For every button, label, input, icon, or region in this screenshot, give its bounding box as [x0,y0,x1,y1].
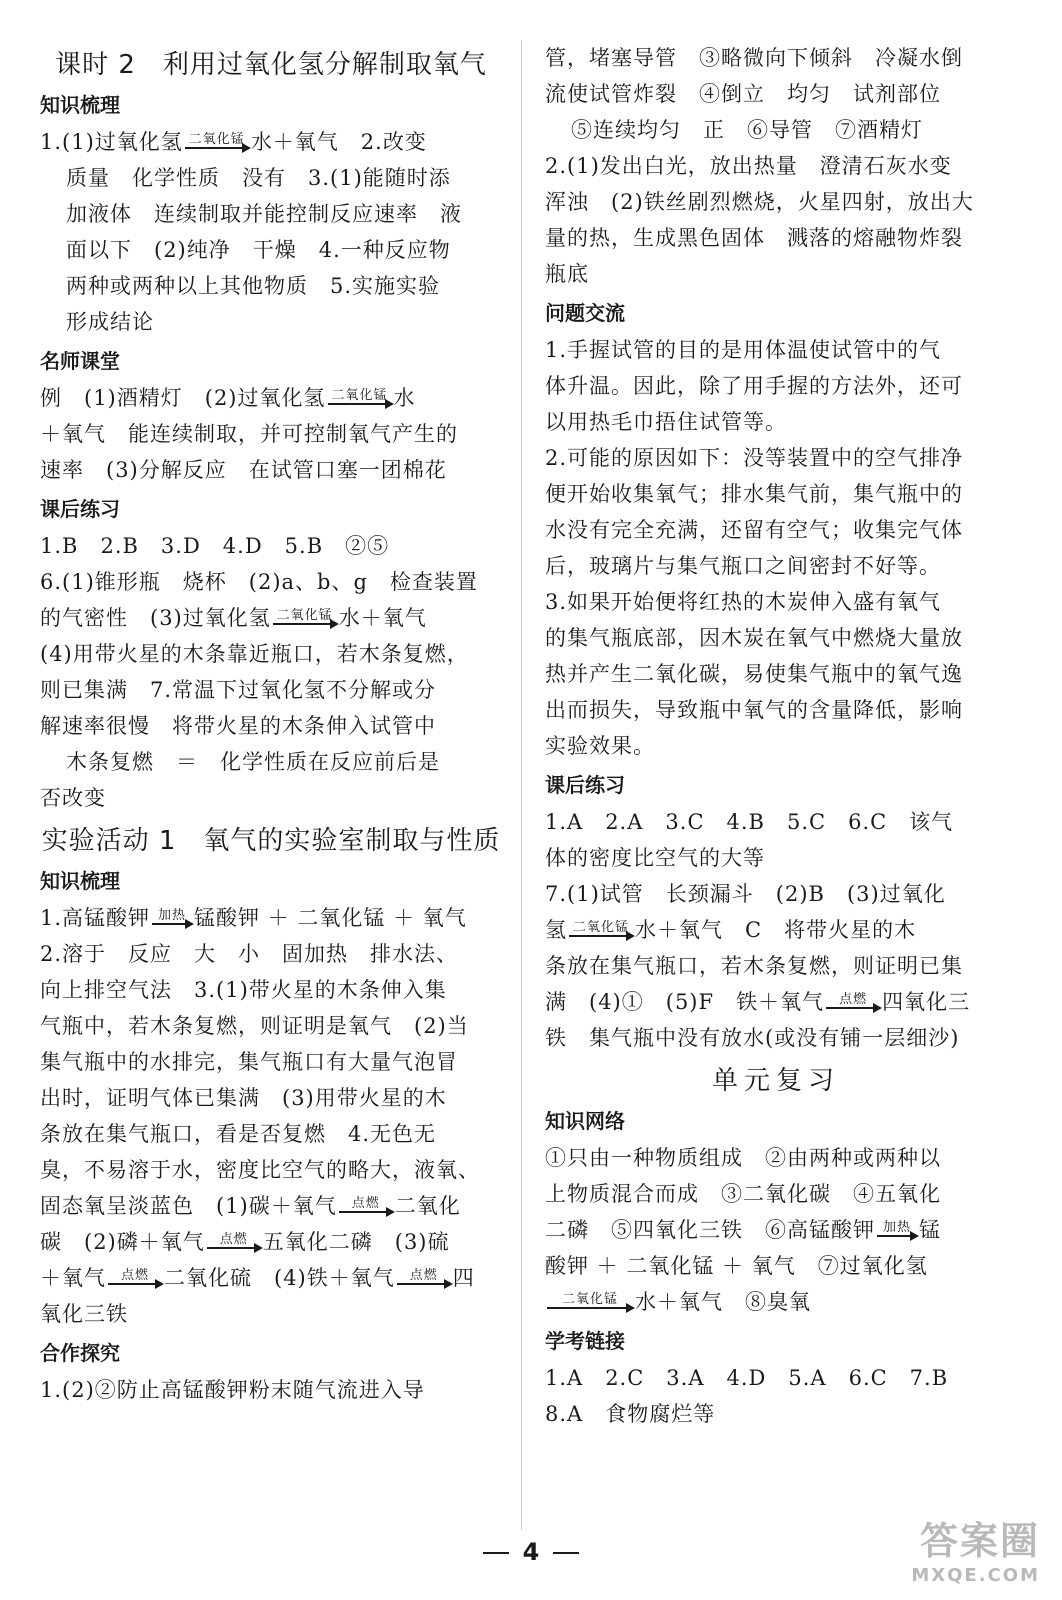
answer-line: 例 (1)酒精灯 (2)过氧化氢 二氧化锰 水 [40,386,416,410]
answer-line: 的集气瓶底部，因木炭在氧气中燃烧大量放 [545,626,963,650]
answer-line: 1.手握试管的目的是用体温使试管中的气 [545,338,942,362]
answer-line: 以用热毛巾捂住试管等。 [545,410,787,434]
answer-line: ＋氧气 能连续制取，并可控制氧气产生的 [40,422,458,446]
section-heading: 名师课堂 [40,349,120,373]
answer-line: 形成结论 [66,310,154,334]
answer-line: ⑤连续均匀 正 ⑥导管 ⑦酒精灯 [571,118,923,142]
reaction-arrow: 二氧化锰 [328,389,392,405]
answer-line: 2.溶于 反应 大 小 固加热 排水法、 [40,942,459,966]
answer-line: 质量 化学性质 没有 3.(1)能随时添 [66,166,451,190]
answer-line: 条放在集气瓶口，若木条复燃，则证明已集 [545,954,963,978]
answer-line: 8.A 食物腐烂等 [545,1402,716,1426]
answer-line: 便开始收集氧气；排水集气前，集气瓶中的 [545,482,963,506]
answer-line: 集气瓶中的水排完，集气瓶口有大量气泡冒 [40,1050,458,1074]
answer-line: 1.(2)②防止高锰酸钾粉末随气流进入导 [40,1378,425,1402]
answer-line: 面以下 (2)纯净 干燥 4.一种反应物 [66,238,451,262]
lesson-title: 实验活动 1 氧气的实验室制取与性质 [41,826,501,856]
answer-line: 固态氧呈淡蓝色 (1)碳＋氧气 点燃 二氧化 [40,1194,461,1218]
section-heading: 课后练习 [545,773,625,797]
answer-line: 3.如果开始便将红热的木炭伸入盛有氧气 [545,590,942,614]
answer-line: 7.(1)试管 长颈漏斗 (2)B (3)过氧化 [545,882,946,906]
unit-review-title: 单元复习 [711,1066,840,1096]
answer-line: 则已集满 7.常温下过氧化氢不分解或分 [40,678,437,702]
answer-line: 酸钾 ＋ 二氧化锰 ＋ 氧气 ⑦过氧化氢 [545,1254,928,1278]
answer-line: 1.A 2.A 3.C 4.B 5.C 6.C 该气 [545,810,954,834]
answer-line: 铁 集气瓶中没有放水(或没有铺一层细沙) [545,1026,960,1050]
answer-line: 碳 (2)磷＋氧气 点燃 五氧化二磷 (3)硫 [40,1230,450,1254]
column-divider [521,40,522,1530]
reaction-arrow: 二氧化锰 [547,1293,633,1309]
answer-line: 两种或两种以上其他物质 5.实施实验 [66,274,441,298]
reaction-arrow: 点燃 [108,1269,162,1285]
answer-line: 体的密度比空气的大等 [545,846,765,870]
section-heading: 知识梳理 [40,93,120,117]
answer-line: 水没有完全充满，还留有空气；收集完气体 [545,518,963,542]
answer-line: 速率 (3)分解反应 在试管口塞一团棉花 [40,458,447,482]
section-heading: 知识梳理 [40,869,120,893]
answer-line: 二磷 ⑤四氧化三铁 ⑥高锰酸钾 加热 锰 [545,1218,941,1242]
answer-line: 1.A 2.C 3.A 4.D 5.A 6.C 7.B [545,1366,949,1390]
answer-line: 热并产生二氧化碳，易使集气瓶中的氧气逸 [545,662,963,686]
reaction-arrow: 二氧化锰 [273,609,337,625]
answer-line: 二氧化锰 水＋氧气 ⑧臭氧 [545,1284,1007,1320]
answer-line: 臭，不易溶于水，密度比空气的略大，液氧、 [40,1158,480,1182]
answer-line: 向上排空气法 3.(1)带火星的木条伸入集 [40,978,447,1002]
answer-line: 量的热，生成黑色固体 溅落的熔融物炸裂 [545,226,963,250]
answer-line: 出时，证明气体已集满 (3)用带火星的木 [40,1086,447,1110]
reaction-arrow: 点燃 [339,1197,393,1213]
answer-line: 实验效果。 [545,734,655,758]
answer-line: 上物质混合而成 ③二氧化碳 ④五氧化 [545,1182,941,1206]
answer-line: 管，堵塞导管 ③略微向下倾斜 冷凝水倒 [545,46,963,70]
section-heading: 合作探究 [40,1341,120,1365]
answer-line: 否改变 [40,786,106,810]
answer-line: ①只由一种物质组成 ②由两种或两种以 [545,1146,941,1170]
answer-line: 氧化三铁 [40,1302,128,1326]
reaction-arrow: 点燃 [826,993,880,1009]
answer-line: 木条复燃 ＝ 化学性质在反应前后是 [66,750,440,774]
answer-line: 1.(1)过氧化氢 二氧化锰 水＋氧气 2.改变 [40,130,427,154]
left-column [40,40,502,1408]
watermark-logo: 答案圈 MXQE.COM [911,1519,1040,1586]
answer-line: 1.B 2.B 3.D 4.D 5.B ②⑤ [40,534,390,558]
reaction-arrow: 点燃 [397,1269,451,1285]
answer-line: 出而损失，导致瓶中氧气的含量降低，影响 [545,698,963,722]
reaction-arrow: 二氧化锰 [569,921,633,937]
answer-line: 6.(1)锥形瓶 烧杯 (2)a、b、g 检查装置 [40,570,478,594]
reaction-arrow: 点燃 [207,1233,261,1249]
section-heading: 学考链接 [545,1329,625,1353]
answer-line: 2.可能的原因如下：没等装置中的空气排净 [545,446,964,470]
answer-line: 体升温。因此，除了用手握的方法外，还可 [545,374,963,398]
section-heading: 课后练习 [40,497,120,521]
answer-line: 满 (4)① (5)F 铁＋氧气 点燃 四氧化三 [545,990,971,1014]
answer-line: 氢 二氧化锰 水＋氧气 C 将带火星的木 [545,918,917,942]
lesson-title: 课时 2 利用过氧化氢分解制取氧气 [55,50,487,80]
answer-line: 解速率很慢 将带火星的木条伸入试管中 [40,714,436,738]
answer-line: 2.(1)发出白光，放出热量 澄清石灰水变 [545,154,952,178]
answer-line: 瓶底 [545,262,589,286]
answer-line: 气瓶中，若木条复燃，则证明是氧气 (2)当 [40,1014,469,1038]
page-number: 4 [0,1538,1062,1566]
answer-line: 1.高锰酸钾 加热 锰酸钾 ＋ 二氧化锰 ＋ 氧气 [40,906,467,930]
reaction-arrow: 二氧化锰 [185,133,249,149]
answer-line: 流使试管炸裂 ④倒立 均匀 试剂部位 [545,82,941,106]
right-column [545,40,1007,1432]
section-heading: 知识网络 [545,1109,625,1133]
answer-line: 浑浊 (2)铁丝剧烈燃烧，火星四射，放出大 [545,190,974,214]
reaction-arrow: 加热 [152,909,192,925]
reaction-arrow: 加热 [877,1221,917,1237]
section-heading: 问题交流 [545,301,625,325]
answer-line: 条放在集气瓶口，看是否复燃 4.无色无 [40,1122,437,1146]
answer-line: 后，玻璃片与集气瓶口之间密封不好等。 [545,554,941,578]
answer-line: (4)用带火星的木条靠近瓶口，若木条复燃， [40,642,469,666]
answer-line: 的气密性 (3)过氧化氢 二氧化锰 水＋氧气 [40,606,427,630]
answer-line: ＋氧气 点燃 二氧化硫 (4)铁＋氧气 点燃 四 [40,1266,475,1290]
answer-line: 加液体 连续制取并能控制反应速率 液 [66,202,462,226]
